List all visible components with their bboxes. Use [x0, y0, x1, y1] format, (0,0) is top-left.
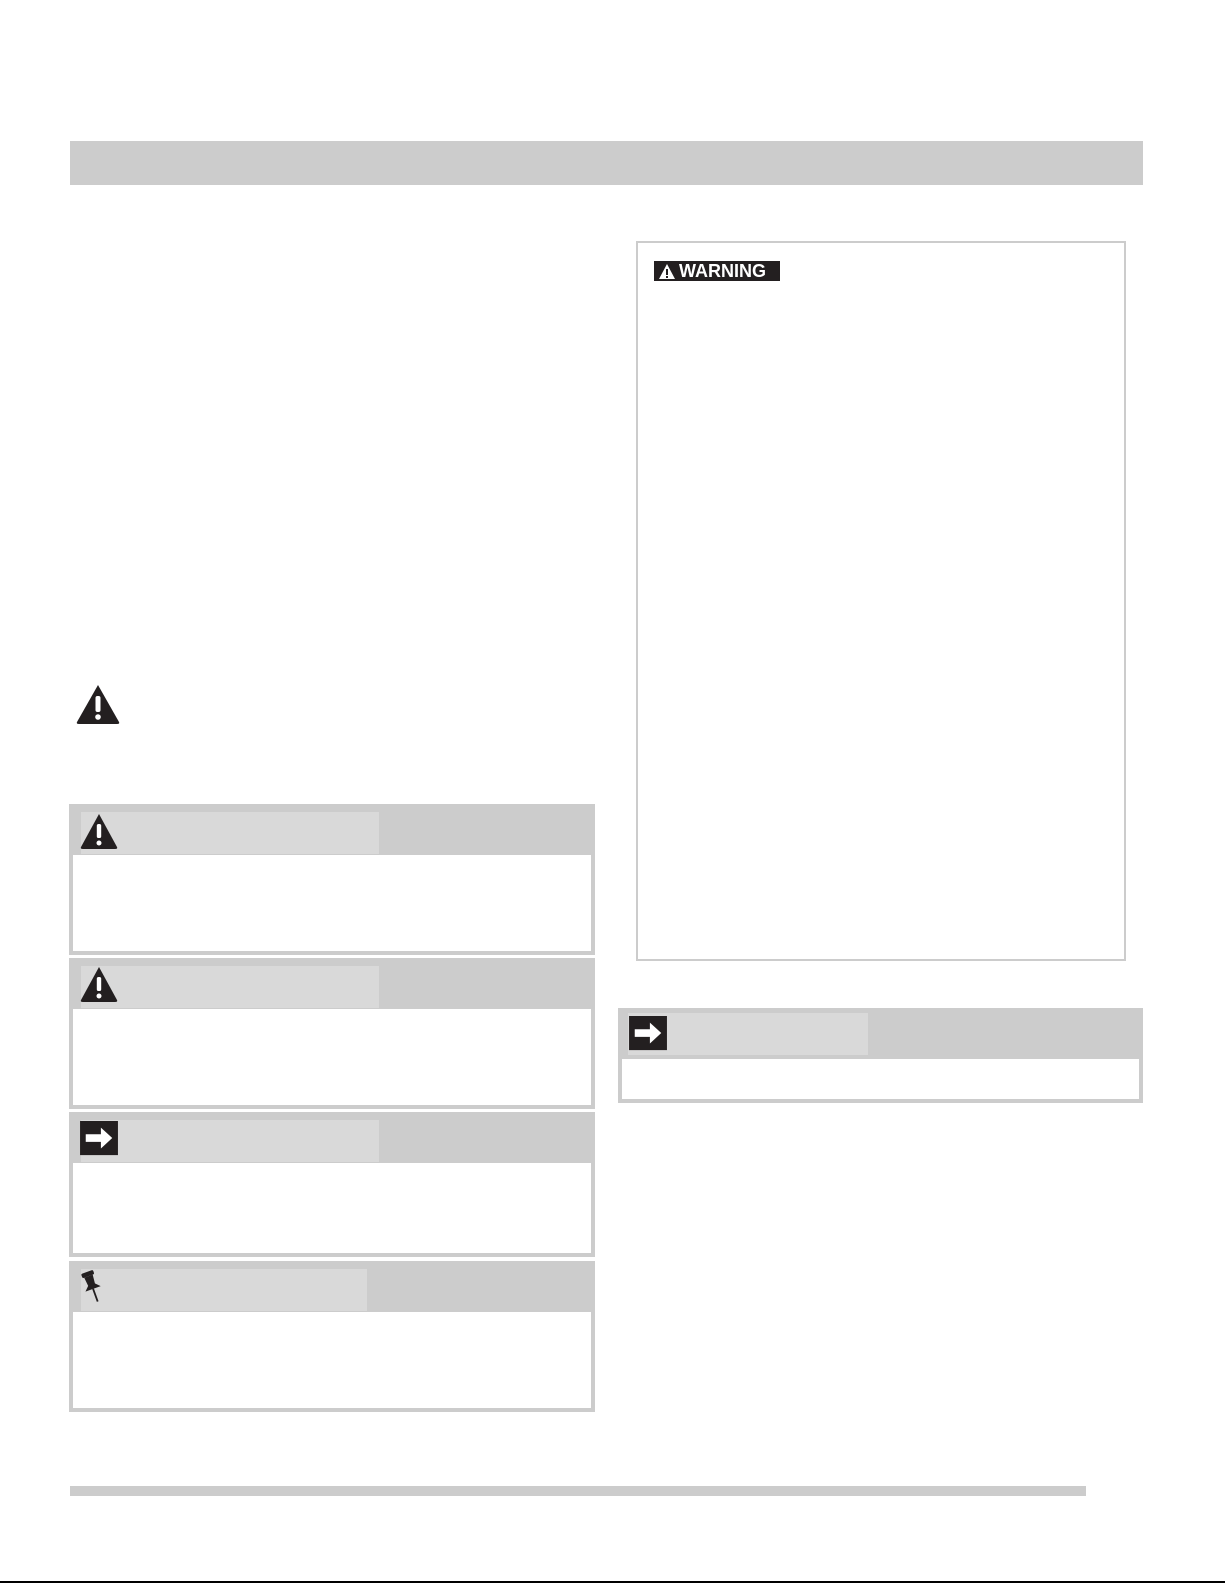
notice-body [73, 1009, 591, 1105]
page-bottom-rule [0, 1581, 1225, 1583]
notice-body [73, 855, 591, 951]
notice-body [73, 1312, 591, 1408]
notice-box-important [69, 1112, 595, 1257]
warning-box [636, 241, 1126, 961]
warning-triangle-icon [79, 812, 119, 850]
page-footer-bar [70, 1486, 1086, 1496]
arrow-right-icon [628, 1016, 668, 1052]
notice-body [622, 1059, 1139, 1099]
warning-triangle-icon [79, 965, 119, 1003]
arrow-right-icon [79, 1121, 119, 1157]
notice-box-important-right [618, 1008, 1143, 1103]
warning-label [654, 261, 780, 281]
notice-box-warning [69, 958, 595, 1109]
notice-box-note [69, 1261, 595, 1412]
notice-box-danger [69, 804, 595, 955]
pushpin-icon [75, 1267, 111, 1305]
warning-triangle-icon [75, 683, 121, 725]
warning-triangle-icon [658, 263, 676, 280]
warning-label-text: WARNING [679, 261, 766, 281]
page-header-bar [70, 141, 1143, 185]
notice-body [73, 1163, 591, 1253]
